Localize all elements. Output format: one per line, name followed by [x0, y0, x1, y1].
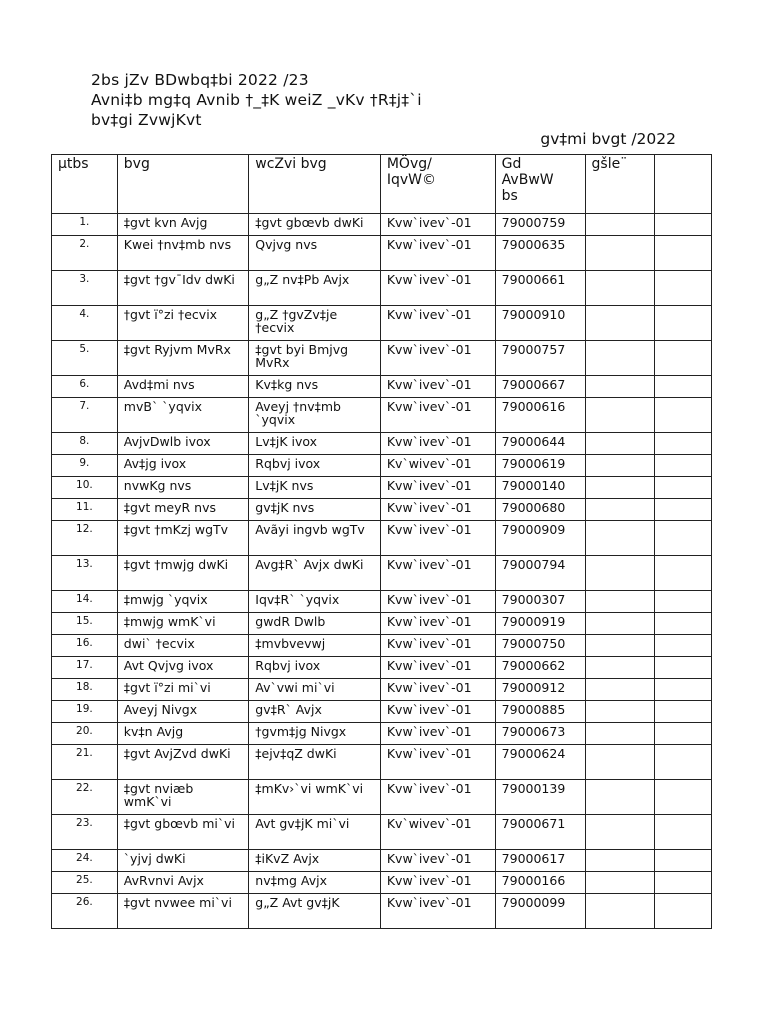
- extra-cell: [655, 850, 712, 872]
- remarks-cell: [585, 376, 655, 398]
- col-id-header: [495, 155, 585, 214]
- father-name-cell: †gvm‡jg Nivgx: [249, 723, 381, 745]
- remarks-cell: [585, 701, 655, 723]
- extra-cell: [655, 635, 712, 657]
- father-name-cell: Aveyj †nv‡mb `yqvix: [249, 398, 381, 433]
- name-cell: `yjvj dwKi: [117, 850, 248, 872]
- id-cell: 79000661: [495, 271, 585, 306]
- extra-cell: [655, 477, 712, 499]
- village-cell: Kvw`ivev`-01: [380, 780, 495, 815]
- village-cell: Kvw`ivev`-01: [380, 376, 495, 398]
- serial-cell: 14.: [52, 591, 118, 613]
- id-cell: 79000912: [495, 679, 585, 701]
- table-row: [52, 556, 712, 591]
- remarks-cell: [585, 433, 655, 455]
- name-cell: ‡mwjg `yqvix: [117, 591, 248, 613]
- table-row: [52, 780, 712, 815]
- father-name-cell: Avãyi ingvb wgTv: [249, 521, 381, 556]
- father-name-cell: Lv‡jK ivox: [249, 433, 381, 455]
- father-name-cell: Rqbvj ivox: [249, 455, 381, 477]
- remarks-cell: [585, 635, 655, 657]
- name-cell: Avt Qvjvg ivox: [117, 657, 248, 679]
- name-cell: nvwKg nvs: [117, 477, 248, 499]
- serial-cell: 21.: [52, 745, 118, 780]
- extra-cell: [655, 521, 712, 556]
- serial-cell: 22.: [52, 780, 118, 815]
- serial-cell: 18.: [52, 679, 118, 701]
- table-row: [52, 872, 712, 894]
- remarks-cell: [585, 894, 655, 929]
- name-cell: ‡gvt nvwee mi`vi: [117, 894, 248, 929]
- name-cell: mvB` `yqvix: [117, 398, 248, 433]
- table-row: [52, 745, 712, 780]
- table-row: [52, 850, 712, 872]
- village-cell: Kvw`ivev`-01: [380, 521, 495, 556]
- father-name-cell: g„Z nv‡Pb Avjx: [249, 271, 381, 306]
- father-name-cell: Qvjvg nvs: [249, 236, 381, 271]
- col-village-header: [380, 155, 495, 214]
- id-cell: 79000757: [495, 341, 585, 376]
- extra-cell: [655, 745, 712, 780]
- name-cell: ‡gvt nviæb wmK`vi: [117, 780, 248, 815]
- id-cell: 79000750: [495, 635, 585, 657]
- village-cell: Kvw`ivev`-01: [380, 341, 495, 376]
- serial-cell: 23.: [52, 815, 118, 850]
- serial-cell: 25.: [52, 872, 118, 894]
- serial-cell: 20.: [52, 723, 118, 745]
- extra-cell: [655, 701, 712, 723]
- id-cell: 79000644: [495, 433, 585, 455]
- extra-cell: [655, 236, 712, 271]
- col-serial-header: µtbs: [52, 155, 118, 214]
- id-cell: 79000680: [495, 499, 585, 521]
- name-cell: ‡gvt gbœvb mi`vi: [117, 815, 248, 850]
- id-cell: 79000139: [495, 780, 585, 815]
- village-cell: Kvw`ivev`-01: [380, 214, 495, 236]
- name-cell: ‡gvt Ryjvm MvRx: [117, 341, 248, 376]
- table-row: [52, 894, 712, 929]
- remarks-cell: [585, 657, 655, 679]
- village-cell: Kvw`ivev`-01: [380, 894, 495, 929]
- serial-cell: 24.: [52, 850, 118, 872]
- remarks-cell: [585, 499, 655, 521]
- village-cell: Kvw`ivev`-01: [380, 613, 495, 635]
- remarks-cell: [585, 521, 655, 556]
- name-cell: AvjvDwlb ivox: [117, 433, 248, 455]
- remarks-cell: [585, 723, 655, 745]
- id-cell: 79000673: [495, 723, 585, 745]
- village-cell: Kvw`ivev`-01: [380, 635, 495, 657]
- serial-cell: 1.: [52, 214, 118, 236]
- id-cell: 79000619: [495, 455, 585, 477]
- id-cell: 79000662: [495, 657, 585, 679]
- table-header-row: [52, 155, 712, 214]
- table-row: [52, 455, 712, 477]
- name-cell: AvRvnvi Avjx: [117, 872, 248, 894]
- extra-cell: [655, 872, 712, 894]
- fishermen-table: [51, 154, 712, 929]
- remarks-cell: [585, 872, 655, 894]
- name-cell: †gvt ï°zi †ecvix: [117, 306, 248, 341]
- name-cell: Aveyj Nivgx: [117, 701, 248, 723]
- id-cell: 79000919: [495, 613, 585, 635]
- table-row: [52, 815, 712, 850]
- extra-cell: [655, 780, 712, 815]
- serial-cell: 17.: [52, 657, 118, 679]
- village-cell: Kvw`ivev`-01: [380, 433, 495, 455]
- remarks-cell: [585, 341, 655, 376]
- table-row: [52, 701, 712, 723]
- serial-cell: 3.: [52, 271, 118, 306]
- name-cell: ‡gvt meyR nvs: [117, 499, 248, 521]
- father-name-cell: Avg‡R` Avjx dwKi: [249, 556, 381, 591]
- village-cell: Kvw`ivev`-01: [380, 556, 495, 591]
- extra-cell: [655, 214, 712, 236]
- title-line-2: Avni‡b mg‡q Avnib †_‡K weiZ _vKv †R‡j‡`i: [91, 91, 422, 109]
- village-cell: Kv`wivev`-01: [380, 455, 495, 477]
- extra-cell: [655, 499, 712, 521]
- table-row: [52, 398, 712, 433]
- village-cell: Kvw`ivev`-01: [380, 657, 495, 679]
- title-line-3: bv‡gi ZvwjKvt: [91, 111, 202, 129]
- name-cell: ‡gvt †mwjg dwKi: [117, 556, 248, 591]
- id-cell: 79000909: [495, 521, 585, 556]
- extra-cell: [655, 815, 712, 850]
- village-cell: Kvw`ivev`-01: [380, 701, 495, 723]
- extra-cell: [655, 657, 712, 679]
- serial-cell: 4.: [52, 306, 118, 341]
- table-row: [52, 376, 712, 398]
- serial-cell: 7.: [52, 398, 118, 433]
- extra-cell: [655, 341, 712, 376]
- name-cell: Av‡jg ivox: [117, 455, 248, 477]
- table-row: [52, 214, 712, 236]
- remarks-cell: [585, 613, 655, 635]
- name-cell: ‡gvt kvn Avjg: [117, 214, 248, 236]
- village-cell: Kvw`ivev`-01: [380, 398, 495, 433]
- serial-cell: 16.: [52, 635, 118, 657]
- extra-cell: [655, 613, 712, 635]
- remarks-cell: [585, 214, 655, 236]
- remarks-cell: [585, 477, 655, 499]
- extra-cell: [655, 398, 712, 433]
- father-name-cell: ‡gvt byi Bmjvg MvRx: [249, 341, 381, 376]
- father-name-cell: g„Z †gvZv‡je †ecvix: [249, 306, 381, 341]
- table-row: [52, 341, 712, 376]
- father-name-cell: ‡gvt gbœvb dwKi: [249, 214, 381, 236]
- serial-cell: 10.: [52, 477, 118, 499]
- father-name-cell: g„Z Avt gv‡jK: [249, 894, 381, 929]
- id-cell: 79000140: [495, 477, 585, 499]
- id-cell: 79000759: [495, 214, 585, 236]
- remarks-cell: [585, 556, 655, 591]
- village-cell: Kvw`ivev`-01: [380, 872, 495, 894]
- father-name-cell: ‡ejv‡qZ dwKi: [249, 745, 381, 780]
- table-row: [52, 433, 712, 455]
- id-cell: 79000099: [495, 894, 585, 929]
- name-cell: ‡gvt ï°zi mi`vi: [117, 679, 248, 701]
- id-cell: 79000885: [495, 701, 585, 723]
- extra-cell: [655, 455, 712, 477]
- village-cell: Kvw`ivev`-01: [380, 477, 495, 499]
- serial-cell: 12.: [52, 521, 118, 556]
- father-name-cell: Rqbvj ivox: [249, 657, 381, 679]
- id-cell: 79000910: [495, 306, 585, 341]
- name-cell: dwi` †ecvix: [117, 635, 248, 657]
- id-cell: 79000617: [495, 850, 585, 872]
- name-cell: kv‡n Avjg: [117, 723, 248, 745]
- name-cell: ‡mwjg wmK`vi: [117, 613, 248, 635]
- village-cell: Kvw`ivev`-01: [380, 236, 495, 271]
- remarks-cell: [585, 591, 655, 613]
- father-name-cell: ‡iKvZ Avjx: [249, 850, 381, 872]
- village-cell: Kvw`ivev`-01: [380, 499, 495, 521]
- extra-cell: [655, 723, 712, 745]
- father-name-cell: Iqv‡R` `yqvix: [249, 591, 381, 613]
- father-name-cell: nv‡mg Avjx: [249, 872, 381, 894]
- extra-cell: [655, 376, 712, 398]
- table-row: [52, 236, 712, 271]
- father-name-cell: Avt gv‡jK mi`vi: [249, 815, 381, 850]
- father-name-cell: Lv‡jK nvs: [249, 477, 381, 499]
- remarks-cell: [585, 306, 655, 341]
- name-cell: ‡gvt †gv¯Idv dwKi: [117, 271, 248, 306]
- document-title: [91, 70, 691, 130]
- serial-cell: 5.: [52, 341, 118, 376]
- serial-cell: 13.: [52, 556, 118, 591]
- table-row: [52, 613, 712, 635]
- father-name-cell: ‡mKv›`vi wmK`vi: [249, 780, 381, 815]
- name-cell: Avd‡mi nvs: [117, 376, 248, 398]
- village-cell: Kvw`ivev`-01: [380, 591, 495, 613]
- serial-cell: 8.: [52, 433, 118, 455]
- serial-cell: 9.: [52, 455, 118, 477]
- serial-cell: 19.: [52, 701, 118, 723]
- village-cell: Kvw`ivev`-01: [380, 679, 495, 701]
- village-cell: Kvw`ivev`-01: [380, 306, 495, 341]
- remarks-cell: [585, 236, 655, 271]
- col-remarks-header: gšle¨: [585, 155, 655, 214]
- remarks-cell: [585, 850, 655, 872]
- table-row: [52, 306, 712, 341]
- table-row: [52, 657, 712, 679]
- serial-cell: 11.: [52, 499, 118, 521]
- serial-cell: 15.: [52, 613, 118, 635]
- remarks-cell: [585, 679, 655, 701]
- village-cell: Kvw`ivev`-01: [380, 850, 495, 872]
- table-row: [52, 271, 712, 306]
- table-row: [52, 477, 712, 499]
- id-cell: 79000667: [495, 376, 585, 398]
- serial-cell: 2.: [52, 236, 118, 271]
- col-father-header: wcZvi bvg: [249, 155, 381, 214]
- table-row: [52, 521, 712, 556]
- id-cell: 79000671: [495, 815, 585, 850]
- table-row: [52, 591, 712, 613]
- table-row: [52, 723, 712, 745]
- extra-cell: [655, 556, 712, 591]
- id-cell: 79000624: [495, 745, 585, 780]
- id-cell: 79000307: [495, 591, 585, 613]
- name-cell: Kwei †nv‡mb nvs: [117, 236, 248, 271]
- name-cell: ‡gvt AvjZvd dwKi: [117, 745, 248, 780]
- village-cell: Kvw`ivev`-01: [380, 745, 495, 780]
- extra-cell: [655, 679, 712, 701]
- table-row: [52, 499, 712, 521]
- father-name-cell: gv‡R` Avjx: [249, 701, 381, 723]
- table-row: [52, 635, 712, 657]
- extra-cell: [655, 306, 712, 341]
- father-name-cell: gv‡jK nvs: [249, 499, 381, 521]
- remarks-cell: [585, 780, 655, 815]
- father-name-cell: gwdR Dwlb: [249, 613, 381, 635]
- col-name-header: bvg: [117, 155, 248, 214]
- remarks-cell: [585, 815, 655, 850]
- col-id-header-text: Gd AvBwW bs: [501, 156, 554, 204]
- extra-cell: [655, 591, 712, 613]
- extra-cell: [655, 894, 712, 929]
- col-extra-header: [655, 155, 712, 214]
- father-name-cell: Av`vwi mi`vi: [249, 679, 381, 701]
- name-cell: ‡gvt †mKzj wgTv: [117, 521, 248, 556]
- remarks-cell: [585, 271, 655, 306]
- serial-cell: 6.: [52, 376, 118, 398]
- table-row: [52, 679, 712, 701]
- village-cell: Kvw`ivev`-01: [380, 723, 495, 745]
- remarks-cell: [585, 398, 655, 433]
- father-name-cell: Kv‡kg nvs: [249, 376, 381, 398]
- village-cell: Kv`wivev`-01: [380, 815, 495, 850]
- extra-cell: [655, 433, 712, 455]
- serial-cell: 26.: [52, 894, 118, 929]
- remarks-cell: [585, 745, 655, 780]
- id-cell: 79000794: [495, 556, 585, 591]
- id-cell: 79000616: [495, 398, 585, 433]
- id-cell: 79000635: [495, 236, 585, 271]
- father-name-cell: ‡mvbvevwj: [249, 635, 381, 657]
- remarks-cell: [585, 455, 655, 477]
- village-cell: Kvw`ivev`-01: [380, 271, 495, 306]
- id-cell: 79000166: [495, 872, 585, 894]
- month-line: gv‡mi bvgt /2022: [540, 130, 676, 148]
- extra-cell: [655, 271, 712, 306]
- col-village-header-text: MÖvg/ IqvW©: [386, 156, 436, 188]
- title-line-1: 2bs jZv BDwbq‡bi 2022 /23: [91, 71, 309, 89]
